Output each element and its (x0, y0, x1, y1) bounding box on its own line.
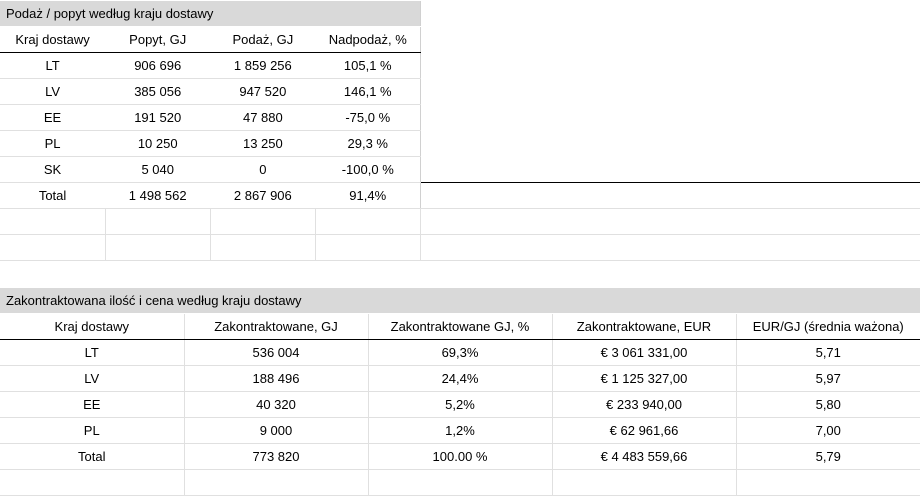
table-row (0, 53, 920, 79)
total-surplus: 91,4% (315, 183, 420, 209)
cell-country: LV (0, 79, 105, 105)
cell-country: LT (0, 339, 184, 365)
cell-country: PL (0, 417, 184, 443)
section1-title: Podaż / popyt według kraju dostawy (0, 1, 421, 27)
row-empty-cell (421, 79, 920, 105)
cell-eur-per-gj: 7,00 (736, 417, 920, 443)
cell-surplus: -75,0 % (315, 105, 420, 131)
section1-header-empty (421, 27, 920, 53)
header-country: Kraj dostawy (0, 313, 184, 339)
cell-eur-per-gj: 5,97 (736, 365, 920, 391)
spacer-row (0, 235, 920, 261)
cell-surplus: -100,0 % (315, 157, 420, 183)
header-demand: Popyt, GJ (105, 27, 210, 53)
row-empty-cell (421, 105, 920, 131)
cell-country: PL (0, 131, 105, 157)
cell-demand: 5 040 (105, 157, 210, 183)
cell-contracted-gj-pct: 69,3% (368, 339, 552, 365)
cell-supply: 13 250 (210, 131, 315, 157)
cell-country: LT (0, 53, 105, 79)
table-row (0, 339, 920, 365)
cell-supply: 0 (210, 157, 315, 183)
total-empty-cell (421, 183, 920, 209)
header-eur-per-gj: EUR/GJ (średnia ważona) (736, 313, 920, 339)
row-empty-cell (421, 131, 920, 157)
section2-title: Zakontraktowana ilość i cena według kraju dostawy (0, 287, 920, 313)
table-row (0, 157, 920, 183)
cell-contracted-eur: € 233 940,00 (552, 391, 736, 417)
table-row (0, 131, 920, 157)
section1-empty-cell (421, 1, 920, 27)
cell-contracted-gj: 188 496 (184, 365, 368, 391)
section2-header-row (0, 313, 920, 339)
cell-surplus: 105,1 % (315, 53, 420, 79)
contracted-volume-table (0, 287, 920, 496)
total-label: Total (0, 443, 184, 469)
cell-supply: 47 880 (210, 105, 315, 131)
cell-contracted-eur: € 3 061 331,00 (552, 339, 736, 365)
cell-demand: 385 056 (105, 79, 210, 105)
cell-contracted-gj-pct: 24,4% (368, 365, 552, 391)
cell-contracted-gj-pct: 5,2% (368, 391, 552, 417)
section2-total-row (0, 443, 920, 469)
row-empty-cell (421, 53, 920, 79)
header-contracted-gj-pct: Zakontraktowane GJ, % (368, 313, 552, 339)
header-contracted-eur: Zakontraktowane, EUR (552, 313, 736, 339)
total-label: Total (0, 183, 105, 209)
row-empty-cell (421, 157, 920, 183)
cell-supply: 947 520 (210, 79, 315, 105)
section1-header-row (0, 27, 920, 53)
total-supply: 2 867 906 (210, 183, 315, 209)
total-contracted-eur: € 4 483 559,66 (552, 443, 736, 469)
cell-contracted-gj: 9 000 (184, 417, 368, 443)
table-row (0, 391, 920, 417)
section1-title-row (0, 1, 920, 27)
table-row (0, 417, 920, 443)
cell-contracted-eur: € 1 125 327,00 (552, 365, 736, 391)
cell-country: EE (0, 105, 105, 131)
table-row (0, 365, 920, 391)
section-gap-row (0, 261, 920, 287)
section1-total-row (0, 183, 920, 209)
header-country: Kraj dostawy (0, 27, 105, 53)
table-row (0, 105, 920, 131)
cell-demand: 10 250 (105, 131, 210, 157)
header-contracted-gj: Zakontraktowane, GJ (184, 313, 368, 339)
cell-country: SK (0, 157, 105, 183)
table-row (0, 79, 920, 105)
cell-demand: 191 520 (105, 105, 210, 131)
spacer-row (0, 209, 920, 235)
total-eur-per-gj: 5,79 (736, 443, 920, 469)
cell-surplus: 29,3 % (315, 131, 420, 157)
cell-contracted-gj: 40 320 (184, 391, 368, 417)
cell-country: LV (0, 365, 184, 391)
cell-contracted-eur: € 62 961,66 (552, 417, 736, 443)
cell-eur-per-gj: 5,71 (736, 339, 920, 365)
section2-title-row (0, 287, 920, 313)
cell-demand: 906 696 (105, 53, 210, 79)
cell-eur-per-gj: 5,80 (736, 391, 920, 417)
total-demand: 1 498 562 (105, 183, 210, 209)
cell-country: EE (0, 391, 184, 417)
total-contracted-gj-pct: 100.00 % (368, 443, 552, 469)
header-supply: Podaż, GJ (210, 27, 315, 53)
cell-supply: 1 859 256 (210, 53, 315, 79)
total-contracted-gj: 773 820 (184, 443, 368, 469)
cell-contracted-gj: 536 004 (184, 339, 368, 365)
cell-surplus: 146,1 % (315, 79, 420, 105)
header-surplus: Nadpodaż, % (315, 27, 420, 53)
cell-contracted-gj-pct: 1,2% (368, 417, 552, 443)
